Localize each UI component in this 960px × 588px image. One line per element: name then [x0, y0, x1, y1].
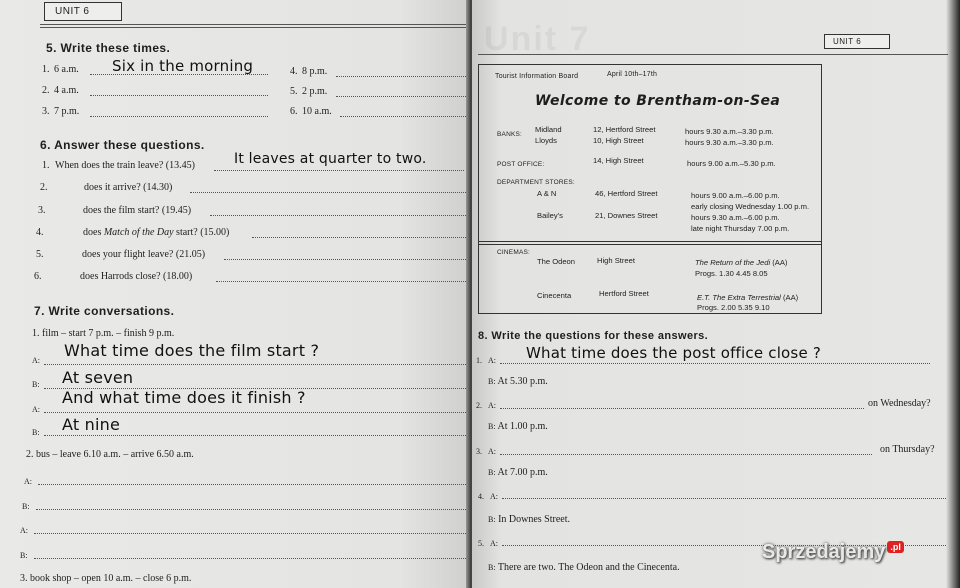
answer-line: [336, 96, 466, 97]
ex6-item-question: When does the train leave? (13.45): [55, 160, 195, 171]
speaker-label: A:: [490, 492, 498, 501]
ex5-item-num: 6.: [290, 106, 298, 117]
speaker-label: B:: [32, 380, 40, 389]
board-dates: April 10th–17th: [607, 71, 658, 78]
store-extra-hours: early closing Wednesday 1.00 p.m.: [691, 202, 810, 211]
speaker-label: A:: [32, 356, 40, 365]
unit-label: UNIT 6: [824, 34, 890, 49]
speaker-label: A:: [24, 477, 32, 486]
ex5-item-question: 8 p.m.: [302, 66, 328, 77]
unit-label: UNIT 6: [44, 2, 122, 21]
ex5-item-num: 5.: [290, 86, 298, 97]
ex7-conversation-3-prompt: 3. book shop – open 10 a.m. – close 6 p.m.: [20, 573, 192, 584]
header-rule: [40, 24, 470, 25]
ex8-item-num: 5.: [478, 539, 484, 548]
ex7-handwritten-line: And what time does it finish ?: [62, 388, 306, 407]
speaker-label: B:: [22, 502, 30, 511]
answer-line: [190, 192, 466, 193]
store-extra-hours: late night Thursday 7.00 p.m.: [691, 224, 790, 233]
speaker-label: B:: [20, 551, 28, 560]
ex5-item-question: 4 a.m.: [54, 85, 79, 96]
ex7-handwritten-line: At nine: [62, 415, 120, 434]
ex8-item-num: 1.: [476, 356, 482, 365]
answer-line: [44, 412, 466, 413]
answer-line: [502, 498, 946, 499]
ex6-heading: 6. Answer these questions.: [40, 138, 205, 152]
ex7-heading: 7. Write conversations.: [34, 304, 175, 318]
ex7-conversation-2-prompt: 2. bus – leave 6.10 a.m. – arrive 6.50 a.m.: [26, 449, 194, 460]
answer-line: [90, 95, 268, 96]
answer-line: [336, 76, 466, 77]
ex6-item-question: does Harrods close? (18.00): [80, 271, 193, 282]
ex5-heading: 5. Write these times.: [46, 41, 171, 55]
ex8-answer: B: At 1.00 p.m.: [488, 421, 548, 432]
store-name: A & N: [537, 189, 557, 198]
board-section-label: CINEMAS:: [497, 249, 531, 256]
ex8-answer: B: At 7.00 p.m.: [488, 467, 548, 478]
answer-line: [44, 364, 466, 365]
ex8-answer: B: At 5.30 p.m.: [488, 376, 548, 387]
answer-line: [34, 533, 466, 534]
bank-hours: hours 9.30 a.m.–3.30 p.m.: [685, 127, 774, 136]
ex6-item-num: 3.: [38, 205, 46, 216]
speaker-label: A:: [488, 447, 496, 456]
board-section-label: DEPARTMENT STORES:: [497, 179, 575, 186]
ex6-item-num: 6.: [34, 271, 42, 282]
answer-line: [38, 484, 466, 485]
answer-line: [34, 558, 466, 559]
bank-address: 10, High Street: [593, 136, 644, 145]
ex6-item-question: does it arrive? (14.30): [84, 182, 173, 193]
speaker-label: A:: [488, 356, 496, 365]
ex6-item-question: does Match of the Day start? (15.00): [83, 227, 230, 238]
ex8-answer: B: In Downes Street.: [488, 514, 570, 525]
ex8-handwritten-question: What time does the post office close ?: [526, 344, 822, 362]
ex8-item-num: 2.: [476, 401, 482, 410]
ex7-conversation-1-prompt: 1. film – start 7 p.m. – finish 9 p.m.: [32, 328, 175, 339]
board-section-label: POST OFFICE:: [497, 161, 545, 168]
ex5-item-question: 2 p.m.: [302, 86, 328, 97]
cinema-name: The Odeon: [537, 257, 575, 266]
cinema-film: E.T. The Extra Terrestrial (AA): [697, 293, 799, 302]
ex5-item-num: 4.: [290, 66, 298, 77]
speaker-label: A:: [20, 526, 28, 535]
show-through-text: Unit 7: [484, 20, 591, 58]
speaker-label: A:: [488, 401, 496, 410]
speaker-label: A:: [490, 539, 498, 548]
ex6-item-num: 5.: [36, 249, 44, 260]
ex7-handwritten-line: At seven: [62, 368, 134, 387]
bank-name: Lloyds: [535, 136, 557, 145]
bank-hours: hours 9.30 a.m.–3.30 p.m.: [685, 138, 774, 147]
ex8-item-num: 4.: [478, 492, 484, 501]
bank-address: 12, Hertford Street: [593, 125, 656, 134]
cinema-name: Cinecenta: [537, 291, 572, 300]
bank-name: Midland: [535, 125, 562, 134]
cinema-address: High Street: [597, 256, 635, 265]
ex5-item-question: 6 a.m.: [54, 64, 79, 75]
store-address: 21, Downes Street: [595, 211, 658, 220]
ex5-item-num: 2.: [42, 85, 50, 96]
board-title: Welcome to Brentham-on-Sea: [535, 93, 781, 109]
ex6-handwritten-answer: It leaves at quarter to two.: [234, 151, 427, 167]
answer-line: [500, 363, 930, 364]
ex6-item-num: 4.: [36, 227, 44, 238]
cinema-address: Hertford Street: [599, 289, 649, 298]
ex6-item-question: does your flight leave? (21.05): [82, 249, 206, 260]
ex6-item-num: 1.: [42, 160, 50, 171]
answer-line: [210, 215, 466, 216]
board-header: Tourist Information Board: [495, 73, 579, 80]
header-rule: [40, 27, 470, 28]
ex7-handwritten-line: What time does the film start ?: [64, 341, 320, 360]
answer-line: [500, 454, 872, 455]
store-hours: hours 9.30 a.m.–6.00 p.m.: [691, 213, 780, 222]
ex8-question-suffix: on Wednesday?: [868, 398, 931, 409]
board-section-label: BANKS:: [497, 131, 523, 138]
answer-line: [340, 116, 466, 117]
ex5-item-question: 10 a.m.: [302, 106, 332, 117]
ex8-question-suffix: on Thursday?: [880, 444, 935, 455]
post-office-hours: hours 9.00 a.m.–5.30 p.m.: [687, 159, 776, 168]
tourist-information-board: [478, 64, 822, 314]
answer-line: [216, 281, 466, 282]
answer-line: [44, 435, 466, 436]
board-divider: [479, 241, 821, 242]
ex6-item-question: does the film start? (19.45): [83, 205, 192, 216]
answer-line: [90, 116, 268, 117]
answer-line: [224, 259, 466, 260]
post-office-address: 14, High Street: [593, 156, 644, 165]
answer-line: [500, 408, 864, 409]
ex5-item-num: 1.: [42, 64, 50, 75]
cinema-programmes: Progs. 1.30 4.45 8.05: [695, 269, 768, 278]
left-page: [0, 0, 470, 588]
board-divider: [479, 244, 821, 245]
answer-line: [252, 237, 466, 238]
ex8-heading: 8. Write the questions for these answers.: [478, 330, 709, 342]
ex8-answer: B: There are two. The Odeon and the Cinecenta.: [488, 562, 680, 573]
speaker-label: A:: [32, 405, 40, 414]
store-address: 46, Hertford Street: [595, 189, 658, 198]
cinema-film: The Return of the Jedi (AA): [695, 258, 788, 267]
page-shadow: [946, 0, 960, 588]
answer-line: [214, 170, 464, 171]
watermark-logo: Sprzedajemy .pl: [762, 541, 904, 564]
header-rule: [478, 54, 948, 55]
ex5-handwritten-answer: Six in the morning: [112, 57, 254, 75]
store-hours: hours 9.00 a.m.–6.00 p.m.: [691, 191, 780, 200]
speaker-label: B:: [32, 428, 40, 437]
ex8-item-num: 3.: [476, 447, 482, 456]
ex5-item-question: 7 p.m.: [54, 106, 80, 117]
ex5-item-num: 3.: [42, 106, 50, 117]
answer-line: [36, 509, 466, 510]
cinema-programmes: Progs. 2.00 5.35 9.10: [697, 303, 770, 312]
store-name: Bailey's: [537, 211, 563, 220]
ex6-item-num: 2.: [40, 182, 48, 193]
